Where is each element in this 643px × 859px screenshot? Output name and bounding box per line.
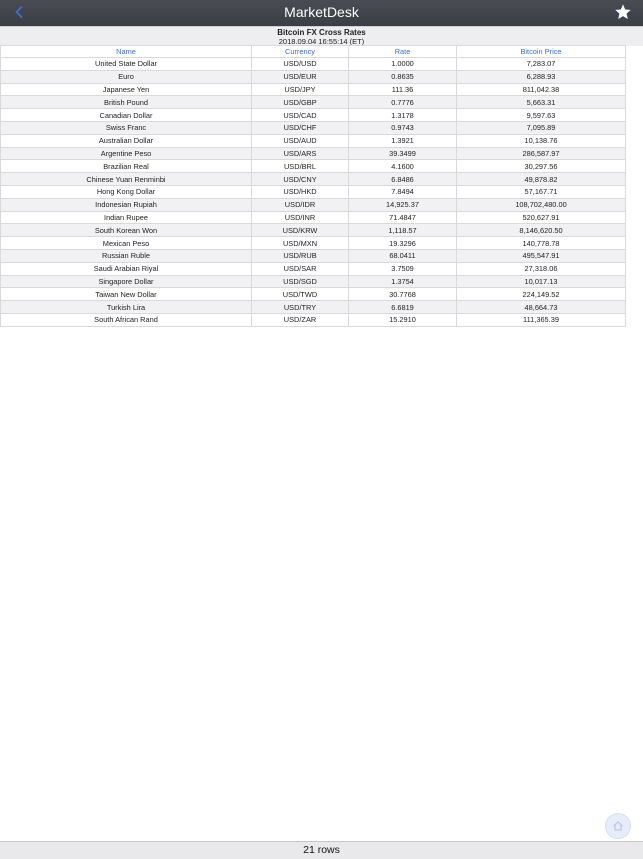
cell-name: Russian Ruble <box>1 249 252 262</box>
column-header-bitcoin-price[interactable]: Bitcoin Price <box>457 46 626 58</box>
table-row[interactable] <box>1 134 626 147</box>
table-row[interactable] <box>1 173 626 186</box>
cell-bitcoin-price: 48,664.73 <box>457 301 626 314</box>
cell-bitcoin-price: 7,095.89 <box>457 121 626 134</box>
cell-rate: 71.4847 <box>349 211 457 224</box>
report-header <box>0 26 643 46</box>
cell-rate: 6.6819 <box>349 301 457 314</box>
cell-currency: USD/TWD <box>252 288 349 301</box>
table-row[interactable] <box>1 275 626 288</box>
cell-bitcoin-price: 140,778.78 <box>457 237 626 250</box>
cell-bitcoin-price: 10,138.76 <box>457 134 626 147</box>
cell-name: Turkish Lira <box>1 301 252 314</box>
nav-bar <box>0 0 643 26</box>
cell-name: British Pound <box>1 96 252 109</box>
table-header-row <box>1 46 626 58</box>
cell-rate: 39.3499 <box>349 147 457 160</box>
cell-currency: USD/MXN <box>252 237 349 250</box>
cell-currency: USD/SGD <box>252 275 349 288</box>
report-timestamp: 2018.09.04 16:55:14 (ET) <box>278 37 365 46</box>
cell-name: Mexican Peso <box>1 237 252 250</box>
cell-bitcoin-price: 9,597.63 <box>457 109 626 122</box>
column-header-name[interactable]: Name <box>1 46 252 58</box>
home-icon <box>612 820 624 832</box>
cell-rate: 30.7768 <box>349 288 457 301</box>
cell-rate: 1,118.57 <box>349 224 457 237</box>
cell-currency: USD/TRY <box>252 301 349 314</box>
cell-bitcoin-price: 6,288.93 <box>457 70 626 83</box>
table-row[interactable] <box>1 301 626 314</box>
cell-currency: USD/CHF <box>252 121 349 134</box>
cell-bitcoin-price: 27,318.06 <box>457 262 626 275</box>
cell-currency: USD/ZAR <box>252 313 349 326</box>
cell-name: South African Rand <box>1 313 252 326</box>
column-header-currency[interactable]: Currency <box>252 46 349 58</box>
cell-name: South Korean Won <box>1 224 252 237</box>
cell-rate: 14,925.37 <box>349 198 457 211</box>
cell-rate: 0.7776 <box>349 96 457 109</box>
cell-rate: 15.2910 <box>349 313 457 326</box>
rates-table <box>0 45 626 327</box>
cell-currency: USD/CAD <box>252 109 349 122</box>
cell-bitcoin-price: 10,017.13 <box>457 275 626 288</box>
cell-name: Taiwan New Dollar <box>1 288 252 301</box>
table-row[interactable] <box>1 249 626 262</box>
cell-bitcoin-price: 520,627.91 <box>457 211 626 224</box>
table-row[interactable] <box>1 83 626 96</box>
cell-bitcoin-price: 5,663.31 <box>457 96 626 109</box>
cell-name: Australian Dollar <box>1 134 252 147</box>
cell-bitcoin-price: 8,146,620.50 <box>457 224 626 237</box>
cell-rate: 7.8494 <box>349 185 457 198</box>
cell-currency: USD/AUD <box>252 134 349 147</box>
cell-rate: 1.3754 <box>349 275 457 288</box>
cell-rate: 68.0411 <box>349 249 457 262</box>
table-row[interactable] <box>1 211 626 224</box>
cell-currency: USD/SAR <box>252 262 349 275</box>
table-row[interactable] <box>1 109 626 122</box>
cell-name: United State Dollar <box>1 58 252 71</box>
cell-rate: 111.36 <box>349 83 457 96</box>
cell-bitcoin-price: 7,283.07 <box>457 58 626 71</box>
cell-currency: USD/BRL <box>252 160 349 173</box>
cell-currency: USD/EUR <box>252 70 349 83</box>
row-count-footer <box>0 841 643 859</box>
table-row[interactable] <box>1 58 626 71</box>
cell-bitcoin-price: 811,042.38 <box>457 83 626 96</box>
cell-bitcoin-price: 57,167.71 <box>457 185 626 198</box>
cell-name: Hong Kong Dollar <box>1 185 252 198</box>
cell-name: Swiss Franc <box>1 121 252 134</box>
cell-name: Saudi Arabian Riyal <box>1 262 252 275</box>
table-row[interactable] <box>1 224 626 237</box>
table-row[interactable] <box>1 96 626 109</box>
table-row[interactable] <box>1 147 626 160</box>
star-icon <box>614 3 632 21</box>
cell-currency: USD/RUB <box>252 249 349 262</box>
table-row[interactable] <box>1 185 626 198</box>
cell-currency: USD/KRW <box>252 224 349 237</box>
rates-table-body <box>1 58 626 327</box>
cell-currency: USD/IDR <box>252 198 349 211</box>
cell-bitcoin-price: 495,547.91 <box>457 249 626 262</box>
favorite-button[interactable] <box>614 3 632 21</box>
cell-name: Chinese Yuan Renminbi <box>1 173 252 186</box>
cell-rate: 3.7509 <box>349 262 457 275</box>
cell-name: Indian Rupee <box>1 211 252 224</box>
cell-rate: 4.1600 <box>349 160 457 173</box>
cell-rate: 1.3921 <box>349 134 457 147</box>
cell-currency: USD/ARS <box>252 147 349 160</box>
cell-bitcoin-price: 30,297.56 <box>457 160 626 173</box>
table-row[interactable] <box>1 262 626 275</box>
table-row[interactable] <box>1 237 626 250</box>
report-title: Bitcoin FX Cross Rates <box>277 28 366 37</box>
cell-currency: USD/GBP <box>252 96 349 109</box>
chevron-left-icon <box>15 6 23 18</box>
cell-rate: 19.3296 <box>349 237 457 250</box>
cell-rate: 1.0000 <box>349 58 457 71</box>
cell-currency: USD/INR <box>252 211 349 224</box>
app-title: MarketDesk <box>284 4 359 20</box>
cell-rate: 0.9743 <box>349 121 457 134</box>
cell-name: Euro <box>1 70 252 83</box>
cell-name: Japanese Yen <box>1 83 252 96</box>
cell-currency: USD/JPY <box>252 83 349 96</box>
table-row[interactable] <box>1 313 626 326</box>
cell-bitcoin-price: 224,149.52 <box>457 288 626 301</box>
home-button[interactable] <box>605 813 631 839</box>
row-count: 21 rows <box>303 844 340 856</box>
cell-name: Singapore Dollar <box>1 275 252 288</box>
cell-bitcoin-price: 111,365.39 <box>457 313 626 326</box>
cell-name: Argentine Peso <box>1 147 252 160</box>
cell-currency: USD/CNY <box>252 173 349 186</box>
cell-currency: USD/USD <box>252 58 349 71</box>
cell-rate: 1.3178 <box>349 109 457 122</box>
cell-rate: 6.8486 <box>349 173 457 186</box>
table-row[interactable] <box>1 70 626 83</box>
table-row[interactable] <box>1 288 626 301</box>
cell-name: Canadian Dollar <box>1 109 252 122</box>
cell-rate: 0.8635 <box>349 70 457 83</box>
table-row[interactable] <box>1 198 626 211</box>
back-button[interactable] <box>11 3 27 21</box>
cell-bitcoin-price: 286,587.97 <box>457 147 626 160</box>
table-row[interactable] <box>1 160 626 173</box>
cell-bitcoin-price: 108,702,480.00 <box>457 198 626 211</box>
cell-currency: USD/HKD <box>252 185 349 198</box>
cell-bitcoin-price: 49,878.82 <box>457 173 626 186</box>
column-header-rate[interactable]: Rate <box>349 46 457 58</box>
cell-name: Indonesian Rupiah <box>1 198 252 211</box>
table-row[interactable] <box>1 121 626 134</box>
cell-name: Brazilian Real <box>1 160 252 173</box>
